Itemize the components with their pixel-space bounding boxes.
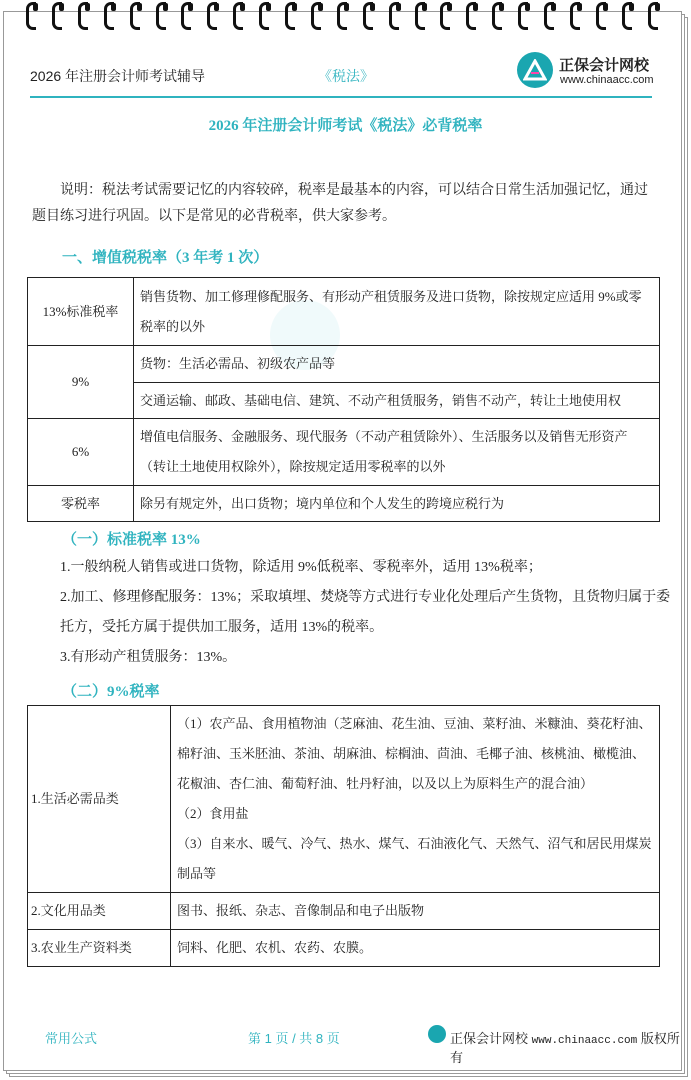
spiral-ring — [78, 2, 88, 30]
intro-paragraph — [32, 178, 660, 230]
spiral-ring — [466, 2, 476, 30]
spiral-ring — [207, 2, 217, 30]
spiral-ring — [622, 2, 632, 30]
spiral-ring — [26, 2, 36, 30]
spiral-ring — [440, 2, 450, 30]
spiral-binding — [0, 0, 691, 34]
item-line: （3）自来水、暖气、冷气、热水、煤气、石油液化气、天然气、沼气和居民用煤炭制品等 — [177, 836, 652, 881]
intro-text: 说明：税法考试需要记忆的内容较碎，税率是最基本的内容，可以结合日常生活加强记忆，通过题目练习进行巩固。以下是常见的必背税率，供大家参考。 — [32, 183, 648, 224]
spiral-ring — [259, 2, 269, 30]
category-cell: 1.生活必需品类 — [28, 706, 171, 893]
spiral-ring — [181, 2, 191, 30]
footer-logo-icon — [428, 1025, 446, 1043]
subsection-heading: （一）标准税率 13% — [62, 532, 201, 548]
footer-url: www.chinaacc.com — [531, 1035, 638, 1047]
table-row — [28, 706, 660, 893]
scope-cell: 除另有规定外，出口货物；境内单位和个人发生的跨境应税行为 — [134, 486, 660, 522]
spiral-ring — [285, 2, 295, 30]
table-row — [28, 278, 660, 346]
scope-cell: 销售货物、加工修理修配服务、有形动产租赁服务及进口货物，除按规定应适用 9%或零税率的以外 — [134, 278, 660, 346]
standard-rate-list — [60, 553, 670, 673]
vat-rate-table — [27, 277, 660, 522]
scope-cell: 货物：生活必需品、初级农产品等 — [134, 346, 660, 383]
spiral-ring — [570, 2, 580, 30]
subsection-heading: （二）9%税率 — [62, 684, 160, 700]
list-item: 3.有形动产租赁服务：13%。 — [60, 650, 237, 665]
table-row — [28, 893, 660, 930]
items-cell: 图书、报纸、杂志、音像制品和电子出版物 — [171, 893, 660, 930]
spiral-ring — [156, 2, 166, 30]
spiral-ring — [233, 2, 243, 30]
spiral-ring — [130, 2, 140, 30]
brand-url: www.chinaacc.com — [560, 74, 654, 86]
footer-rights: 版权所有 — [450, 1031, 680, 1065]
spiral-ring — [104, 2, 114, 30]
spiral-ring — [518, 2, 528, 30]
item-line: （2）食用盐 — [177, 806, 249, 821]
spiral-ring — [52, 2, 62, 30]
spiral-ring — [492, 2, 502, 30]
scope-cell: 增值电信服务、金融服务、现代服务（不动产租赁除外）、生活服务以及销售无形资产（转让土地使用权除外），除按规定适用零税率的以外 — [134, 419, 660, 486]
rate-cell: 9% — [28, 346, 134, 419]
table-row — [28, 419, 660, 486]
spiral-ring — [544, 2, 554, 30]
spiral-ring — [311, 2, 321, 30]
header-exam-title: 2026 年注册会计师考试辅导 — [30, 68, 206, 84]
list-item: 1.一般纳税人销售或进口货物，除适用 9%低税率、零税率外，适用 13%税率； — [60, 560, 542, 575]
scope-cell: 交通运输、邮政、基础电信、建筑、不动产租赁服务，销售不动产，转让土地使用权 — [134, 383, 660, 419]
spiral-ring — [415, 2, 425, 30]
brand-name: 正保会计网校 — [559, 57, 650, 74]
section-heading: 一、增值税税率（3 年考 1 次） — [62, 250, 269, 266]
table-row — [28, 930, 660, 967]
category-cell: 3.农业生产资料类 — [28, 930, 171, 967]
brand-logo-icon — [517, 52, 553, 88]
rate-cell: 6% — [28, 419, 134, 486]
items-cell: 饲料、化肥、农机、农药、农膜。 — [171, 930, 660, 967]
items-cell — [171, 706, 660, 893]
footer-section: 常用公式 — [45, 1031, 98, 1046]
header-subject: 《税法》 — [318, 70, 374, 85]
item-line: （1）农产品、食用植物油（芝麻油、花生油、豆油、菜籽油、米糠油、葵花籽油、棉籽油、玉米胚油、茶油、胡麻油、棕榈油、茴油、毛椰子油、核桃油、橄榄油、花椒油、杏仁油、葡萄籽油、牡丹籽油，以及以上为原料生产的混合油） — [177, 716, 652, 791]
spiral-ring — [596, 2, 606, 30]
spiral-ring — [648, 2, 658, 30]
nine-percent-table — [27, 705, 660, 967]
rate-cell: 零税率 — [28, 486, 134, 522]
spiral-ring — [389, 2, 399, 30]
footer-brand — [450, 1028, 691, 1066]
page-indicator: 第 1 页 / 共 8 页 — [248, 1031, 340, 1046]
document-title: 2026 年注册会计师考试《税法》必背税率 — [208, 118, 483, 134]
spiral-ring — [337, 2, 347, 30]
spiral-ring — [363, 2, 373, 30]
table-row — [28, 346, 660, 383]
table-row — [28, 486, 660, 522]
footer-brand-name: 正保会计网校 — [450, 1031, 529, 1046]
category-cell: 2.文化用品类 — [28, 893, 171, 930]
header-divider — [30, 96, 652, 98]
rate-cell: 13%标准税率 — [28, 278, 134, 346]
list-item: 2.加工、修理修配服务：13%；采取填埋、焚烧等方式进行专业化处理后产生货物，且货物归属于委 — [60, 590, 671, 605]
list-item: 托方，受托方属于提供加工服务，适用 13%的税率。 — [60, 620, 384, 635]
